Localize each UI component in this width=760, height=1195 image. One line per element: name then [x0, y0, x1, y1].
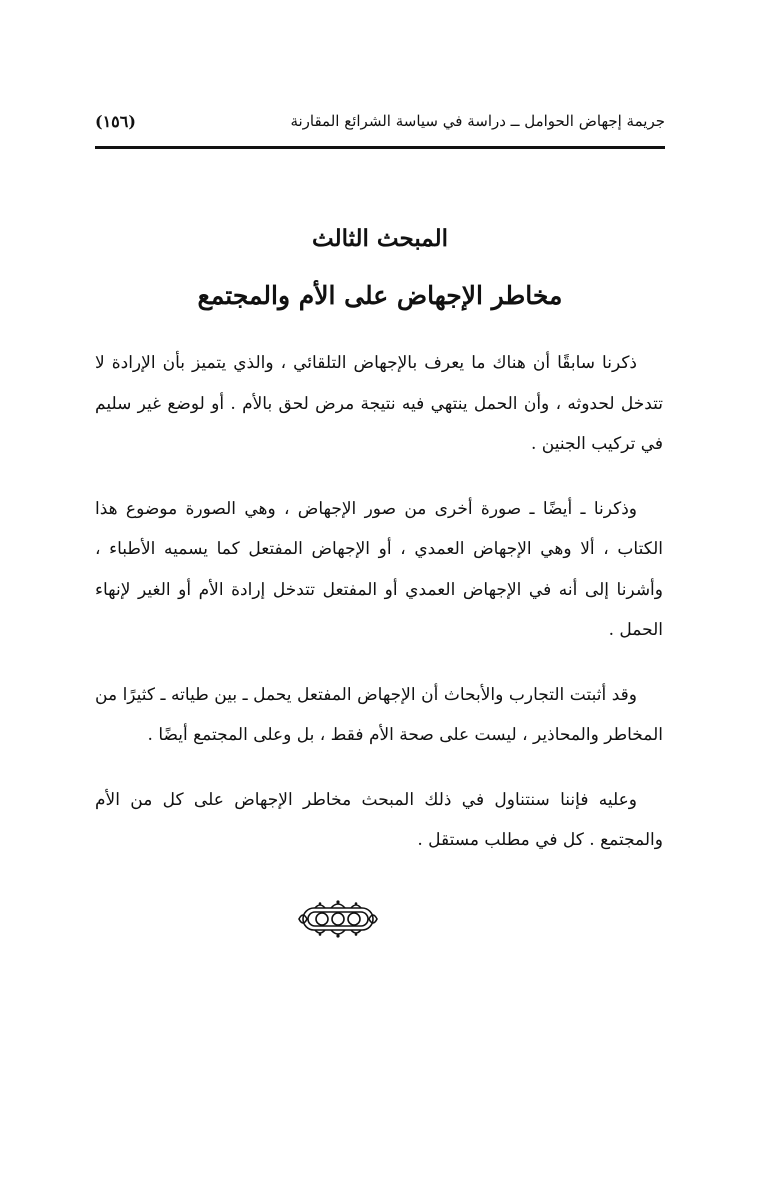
running-title: جريمة إجهاض الحوامل ــ دراسة في سياسة الشرائع المقارنة	[290, 112, 665, 130]
decorative-ornament-icon	[295, 899, 381, 939]
paragraph: وذكرنا ـ أيضًا ـ صورة أخرى من صور الإجهاض ، وهي الصورة موضوع هذا الكتاب ، ألا وهي الإجهاض العمدي ، أو الإجهاض المفتعل كما يسميه الأطباء ، وأشرنا إلى أنه في الإجهاض العمدي أو المفتعل تتدخل إرادة الأم أو الغير لإنهاء الحمل .	[95, 498, 663, 640]
header-rule	[95, 146, 665, 149]
paragraph: ذكرنا سابقًا أن هناك ما يعرف بالإجهاض التلقائي ، والذي يتميز بأن الإرادة لا تتدخل لحدوثه ، وأن الحمل ينتهي فيه نتيجة مرض لحق بالأم . أو لوضع غير سليم في تركيب الجنين .	[95, 353, 663, 454]
paragraph: وعليه فإننا سنتناول في ذلك المبحث مخاطر الإجهاض على كل من الأم والمجتمع . كل في مطلب مستقل .	[95, 789, 663, 850]
section-title: المبحث الثالث	[311, 225, 448, 252]
body-text	[95, 343, 663, 885]
running-head	[95, 112, 665, 144]
page-number: (١٥٦)	[95, 112, 136, 131]
section-subtitle: مخاطر الإجهاض على الأم والمجتمع	[197, 281, 563, 310]
paragraph: وقد أثبتت التجارب والأبحاث أن الإجهاض المفتعل يحمل ـ بين طياته ـ كثيرًا من المخاطر والمحاذير ، ليست على صحة الأم فقط ، بل وعلى المجتمع أيضًا .	[95, 684, 663, 745]
